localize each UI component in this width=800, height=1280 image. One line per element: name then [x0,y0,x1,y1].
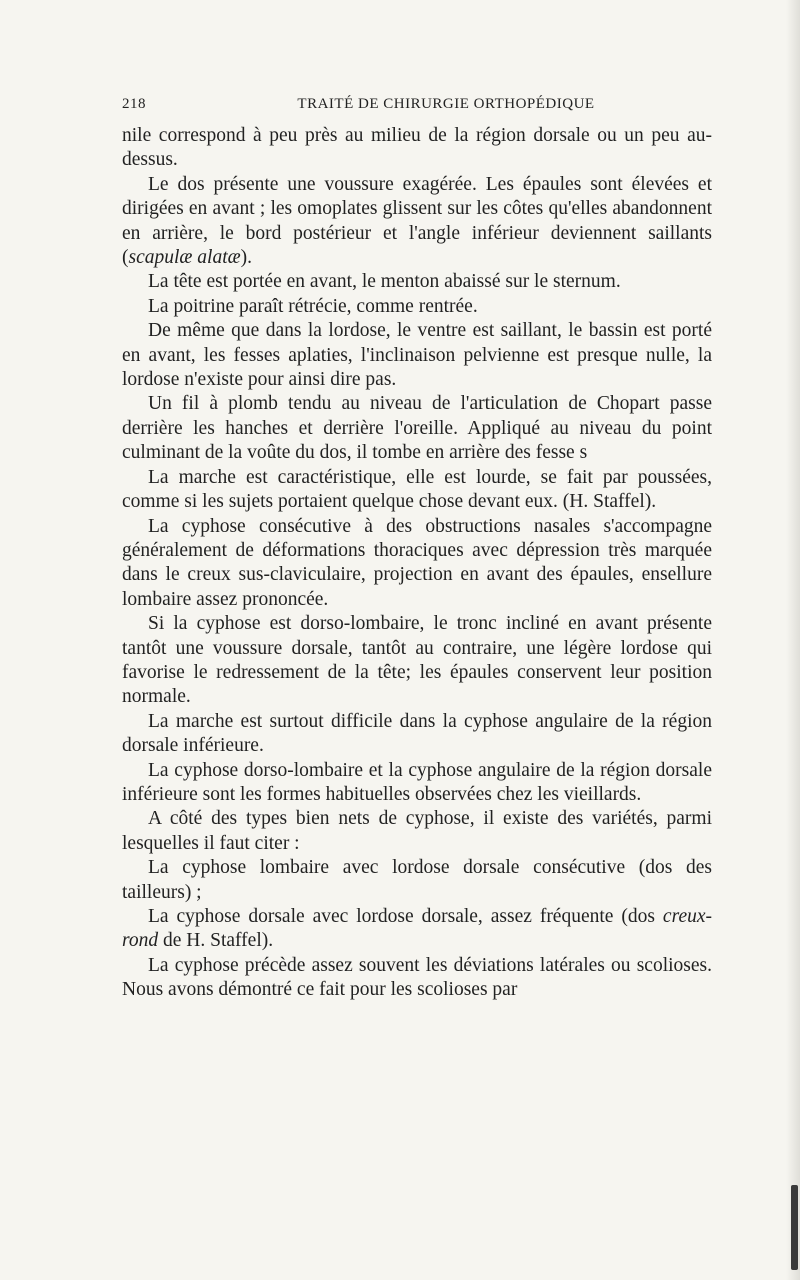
body-text [122,124,712,1003]
italic-term: scapulæ alatæ [128,247,241,269]
paragraph: Si la cyphose est dorso-lombaire, le tronc incliné en avant présente tantôt une voussure dorsale, tantôt au contraire, une légère lordose qui favorise le redressement de la tête; les épaules conservent leur position normale. [122,613,712,708]
paragraph: La marche est caractéristique, elle est lourde, se fait par poussées, comme si les sujets portaient quelque chose devant eux. (H. Staffel). [122,466,712,513]
paragraph: La marche est surtout difficile dans la cyphose angulaire de la région dorsale inférieure. [122,710,712,757]
paragraph: A côté des types bien nets de cyphose, il existe des variétés, parmi lesquelles il faut citer : [122,808,712,854]
paragraph: La tête est portée en avant, le menton abaissé sur le sternum. [148,271,621,293]
paragraph: Le dos présente une voussure exagérée. Les épaules sont élevées et dirigées en avant ; les omoplates glissent sur les côtes qu'elles abandonnent en arrière, le bord postérieur et l'angle inférieur deviennent saillants (scapulæ alatæ). [122,173,712,269]
paragraph: La cyphose dorso-lombaire et la cyphose angulaire de la région dorsale inférieure sont les formes habituelles observées chez les vieillards. [122,759,712,805]
paragraph: nile correspond à peu près au milieu de la région dorsale ou un peu au-dessus. [122,125,712,171]
paragraph: Un fil à plomb tendu au niveau de l'articulation de Chopart passe derrière les hanches et derrière l'oreille. Appliqué au niveau du point culminant de la voûte du dos, il tombe en arrière des fesse s [122,393,712,464]
italic-term: creux-rond [122,906,712,952]
paragraph: La cyphose précède assez souvent les déviations latérales ou scolioses. Nous avons démontré ce fait pour les scolioses par [122,954,712,1001]
paragraph: De même que dans la lordose, le ventre est saillant, le bassin est porté en avant, les fesses aplaties, l'inclinaison pelvienne est presque nulle, la lordose n'existe pour ainsi dire pas. [122,320,712,391]
paragraph: La cyphose dorsale avec lordose dorsale, assez fréquente (dos creux-rond de H. Staffel). [122,906,712,952]
page-edge-mark [791,1185,798,1270]
page-edge-shadow [786,0,800,1280]
paragraph: La cyphose lombaire avec lordose dorsale consécutive (dos des tailleurs) ; [122,857,712,903]
paragraph: La cyphose consécutive à des obstructions nasales s'accompagne généralement de déformations thoraciques avec dépression très marquée dans le creux sus-claviculaire, projection en avant des épaules, ensellure lombaire assez prononcée. [122,515,712,610]
page-number: 218 [122,96,146,112]
paragraph: La poitrine paraît rétrécie, comme rentrée. [148,295,478,317]
running-title: TRAITÉ DE CHIRURGIE ORTHOPÉDIQUE [297,96,595,112]
page-header [122,96,710,118]
